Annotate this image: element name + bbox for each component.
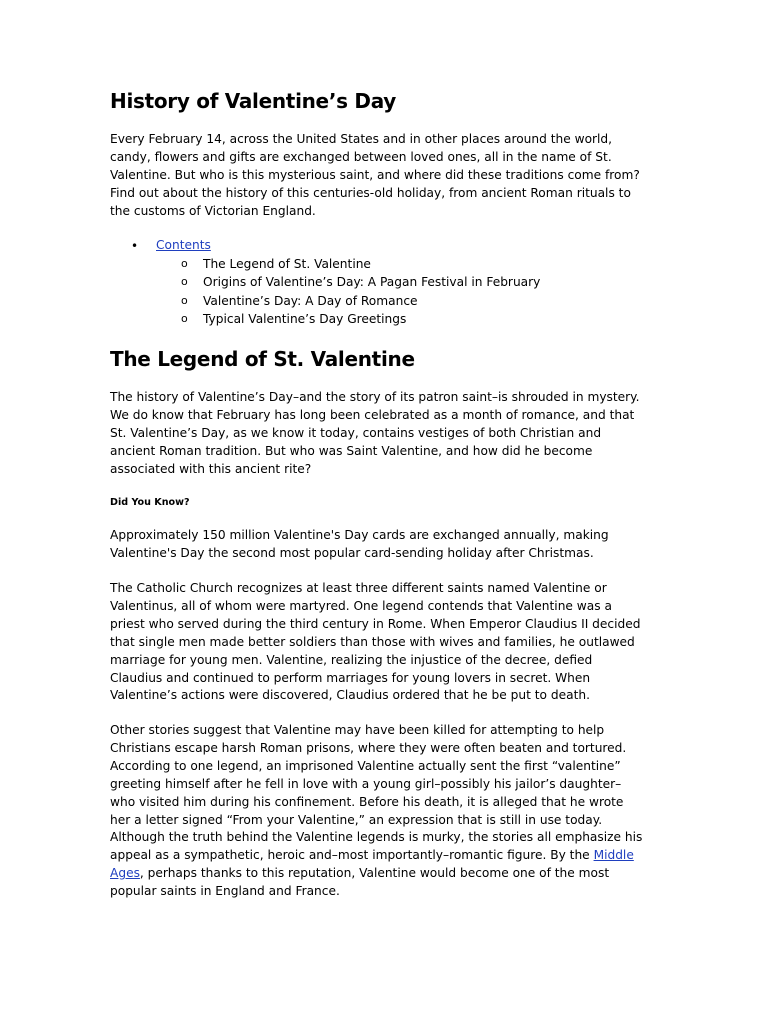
sub-bullet-icon: o	[181, 293, 188, 307]
intro-line: Find out about the history of this centuries-old holiday, from ancient Roman rituals to	[110, 185, 631, 200]
legend-paragraph-1	[110, 389, 662, 479]
toc-item-label: Origins of Valentine’s Day: A Pagan Festival in February	[203, 275, 541, 289]
sub-bullet-icon: o	[181, 275, 188, 288]
intro-line: Every February 14, across the United States and in other places around the world,	[110, 132, 613, 146]
paragraph-line: Approximately 150 million Valentine's Day cards are exchanged annually, making	[110, 528, 609, 542]
intro-line: candy, flowers and gifts are exchanged between loved ones, all in the name of St.	[110, 149, 612, 164]
paragraph-line: her a letter signed “From your Valentine,” an expression that is still in use today.	[110, 812, 603, 827]
intro-line: Valentine. But who is this mysterious saint, and where did these traditions come from?	[110, 167, 640, 182]
legend-paragraph-3	[110, 722, 662, 901]
sub-bullet-icon: o	[181, 312, 188, 325]
paragraph-line: marriage for young men. Valentine, realizing the injustice of the decree, defied	[110, 652, 593, 667]
paragraph-line: Other stories suggest that Valentine may have been killed for attempting to help	[110, 723, 605, 737]
sub-bullet-icon: o	[181, 256, 188, 270]
toc-item[interactable]	[110, 273, 662, 292]
intro-line: the customs of Victorian England.	[110, 203, 316, 218]
toc-item-label: The Legend of St. Valentine	[203, 256, 371, 271]
toc-item[interactable]	[110, 310, 662, 329]
paragraph-line: The history of Valentine’s Day–and the story of its patron saint–is shrouded in mystery.	[110, 390, 640, 404]
middle-ages-link[interactable]: Ages	[110, 866, 140, 881]
paragraph-line: ancient Roman tradition. But who was Saint Valentine, and how did he become	[110, 443, 593, 458]
paragraph-line: that single men made better soldiers than those with wives and families, he outlawed	[110, 634, 635, 649]
section-title: The Legend of St. Valentine	[110, 347, 415, 371]
toc-item-label: Valentine’s Day: A Day of Romance	[203, 293, 418, 308]
paragraph-line	[110, 865, 662, 883]
middle-ages-link[interactable]: Middle	[593, 848, 634, 863]
paragraph-line: Valentinus, all of whom were martyred. One legend contends that Valentine was a	[110, 598, 612, 613]
paragraph-line: According to one legend, an imprisoned Valentine actually sent the first “valentine”	[110, 758, 621, 773]
paragraph-line: associated with this ancient rite?	[110, 461, 312, 476]
toc-item[interactable]	[110, 292, 662, 311]
toc-contents-row	[110, 236, 662, 255]
fact-paragraph	[110, 527, 662, 563]
toc-item[interactable]	[110, 255, 662, 274]
paragraph-line: St. Valentine’s Day, as we know it today, contains vestiges of both Christian and	[110, 425, 602, 440]
paragraph-line: greeting himself after he fell in love with a young girl–possibly his jailor’s daughter–	[110, 776, 622, 791]
table-of-contents	[110, 236, 662, 329]
toc-item-label: Typical Valentine’s Day Greetings	[203, 312, 407, 326]
did-you-know-heading: Did You Know?	[110, 497, 190, 508]
paragraph-line	[110, 847, 662, 865]
paragraph-line: Christians escape harsh Roman prisons, where they were often beaten and tortured.	[110, 740, 627, 755]
paragraph-line: We do know that February has long been celebrated as a month of romance, and that	[110, 407, 635, 422]
bullet-icon: •	[131, 239, 139, 253]
intro-paragraph	[110, 131, 662, 221]
paragraph-line: Valentine's Day the second most popular card-sending holiday after Christmas.	[110, 545, 594, 560]
paragraph-line: Valentine’s actions were discovered, Claudius ordered that he be put to death.	[110, 688, 590, 703]
paragraph-line: popular saints in England and France.	[110, 884, 340, 899]
paragraph-line: Claudius and continued to perform marriages for young lovers in secret. When	[110, 670, 591, 685]
legend-paragraph-2	[110, 580, 662, 705]
paragraph-line: priest who served during the third century in Rome. When Emperor Claudius II decided	[110, 616, 641, 631]
paragraph-line: The Catholic Church recognizes at least three different saints named Valentine or	[110, 581, 607, 595]
paragraph-text: , perhaps thanks to this reputation, Valentine would become one of the most	[139, 866, 610, 881]
page-title: History of Valentine’s Day	[110, 89, 397, 113]
paragraph-line: Although the truth behind the Valentine legends is murky, the stories all emphasize his	[110, 830, 643, 845]
paragraph-line: who visited him during his confinement. Before his death, it is alleged that he wrote	[110, 794, 624, 809]
contents-link[interactable]: Contents	[156, 238, 211, 252]
paragraph-text: appeal as a sympathetic, heroic and–most importantly–romantic figure. By the	[110, 848, 594, 863]
